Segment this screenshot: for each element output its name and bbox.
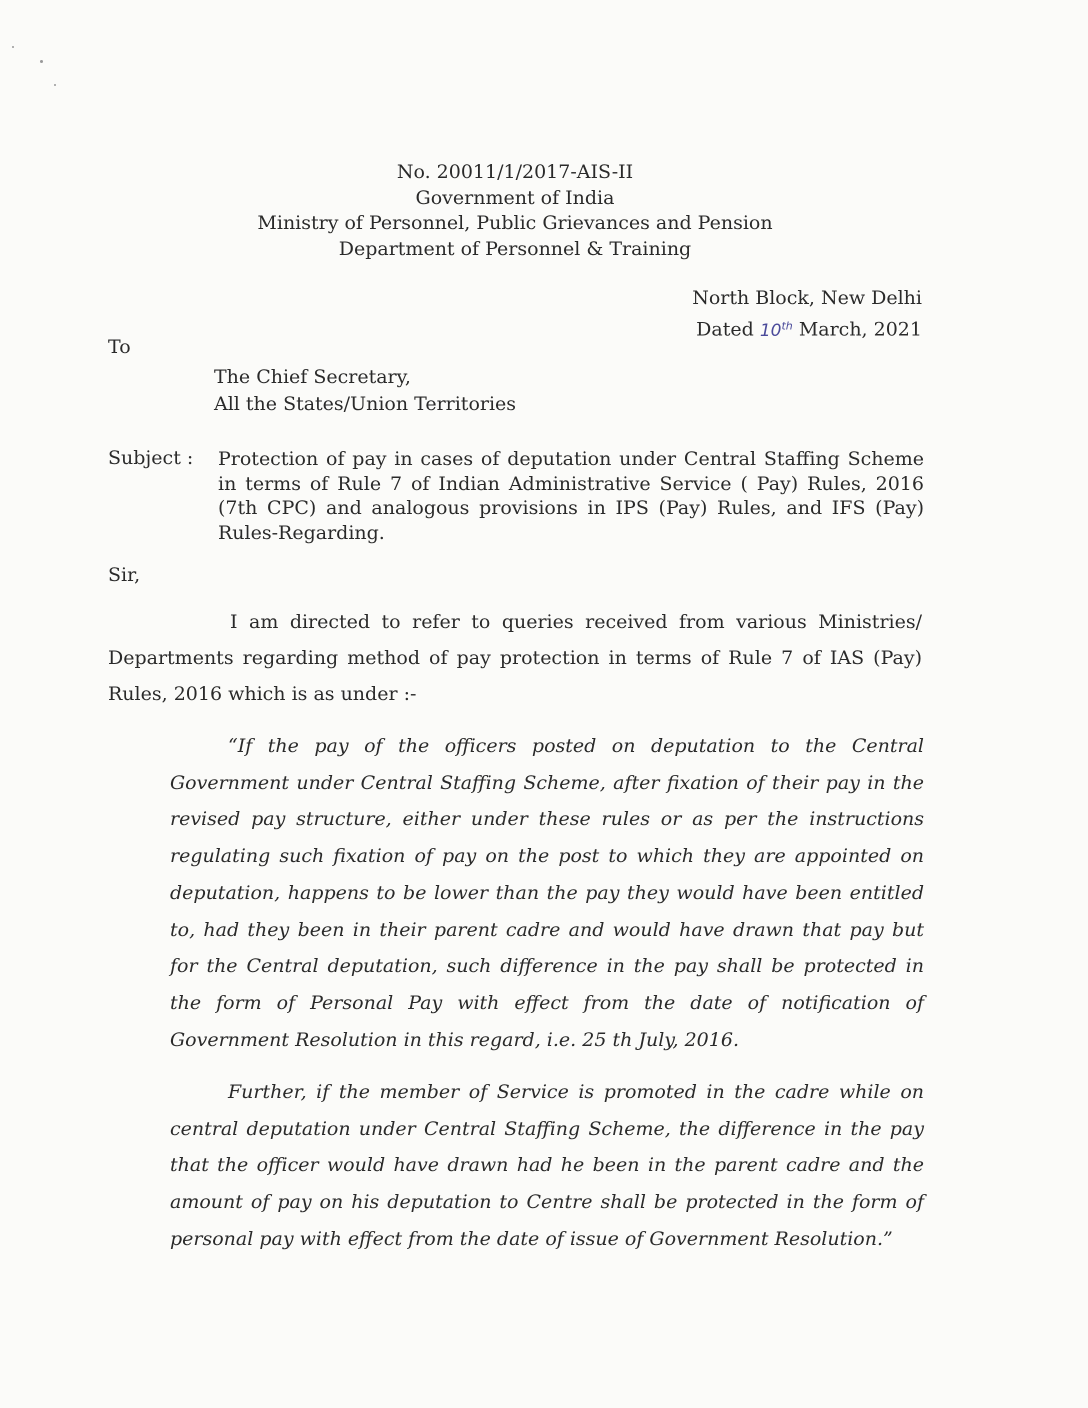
quoted-rule-paragraph-2-text: Further, if the member of Service is promoted in the cadre while on central deputation under Central Staffing Scheme, the difference in the pay that the officer would have drawn had he been in the parent cadre and the amount of pay on his deputation to Centre shall be protected in the form of personal pay with effect from the date of issue of Government Resolution.” [170,1081,924,1250]
date-rest: March, 2021 [798,318,922,341]
date-day-handwritten [760,321,793,341]
place-and-date [692,285,922,345]
addressee [214,364,516,418]
scan-speck [40,60,43,63]
salutation: Sir, [108,564,141,586]
date-day: 10 [759,320,782,341]
date-day-suffix: th [781,319,793,332]
body-paragraph-1-text: I am directed to refer to queries received from various Ministries/ Departments regarding method of pay protection in terms of Rule 7 of IAS (Pay) Rules, 2016 which is as under :- [108,611,922,705]
to-label: To [108,336,131,358]
quoted-rule-paragraph-1 [170,728,924,1058]
quoted-rule-paragraph-2 [170,1074,924,1258]
location: North Block, New Delhi [692,287,922,309]
subject-text [218,447,924,545]
date-prefix: Dated [696,318,754,341]
organization-name: Government of India [415,186,615,209]
reference-number: No. 20011/1/2017-AIS-II [396,161,634,183]
body-paragraph-1 [108,604,922,712]
addressee-line-1: The Chief Secretary, [214,366,411,388]
subject-body: Protection of pay in cases of deputation under Central Staffing Scheme in terms of Rule 7 of Indian Administrative Service ( Pay) Rules, 2016 (7th CPC) and analogous provisions in IPS (Pay) Rules, and IFS (Pay) Rules-Regarding. [218,448,924,544]
scan-speck [54,84,56,86]
addressee-line-2: All the States/Union Territories [214,393,517,415]
date-line [692,312,922,345]
quoted-rule-paragraph-1-text: “If the pay of the officers posted on deputation to the Central Government under Central Staffing Scheme, after fixation of their pay in the revised pay structure, either under these rules or as per the instructions regulating such fixation of pay on the post to which they are appointed on deputation, happens to be lower than the pay they would have been entitled to, had they been in their parent cadre and would have drawn that pay but for the Central deputation, such difference in the pay shall be protected in the form of Personal Pay with effect from the date of notification of Government Resolution in this regard, i.e. 25 th July, 2016. [170,735,924,1051]
letter-header [0,160,1030,262]
department-name: Department of Personnel & Training [338,237,692,260]
scan-speck [12,46,14,48]
ministry-name: Ministry of Personnel, Public Grievances and Pension [257,212,773,234]
subject-label: Subject : [108,447,194,469]
